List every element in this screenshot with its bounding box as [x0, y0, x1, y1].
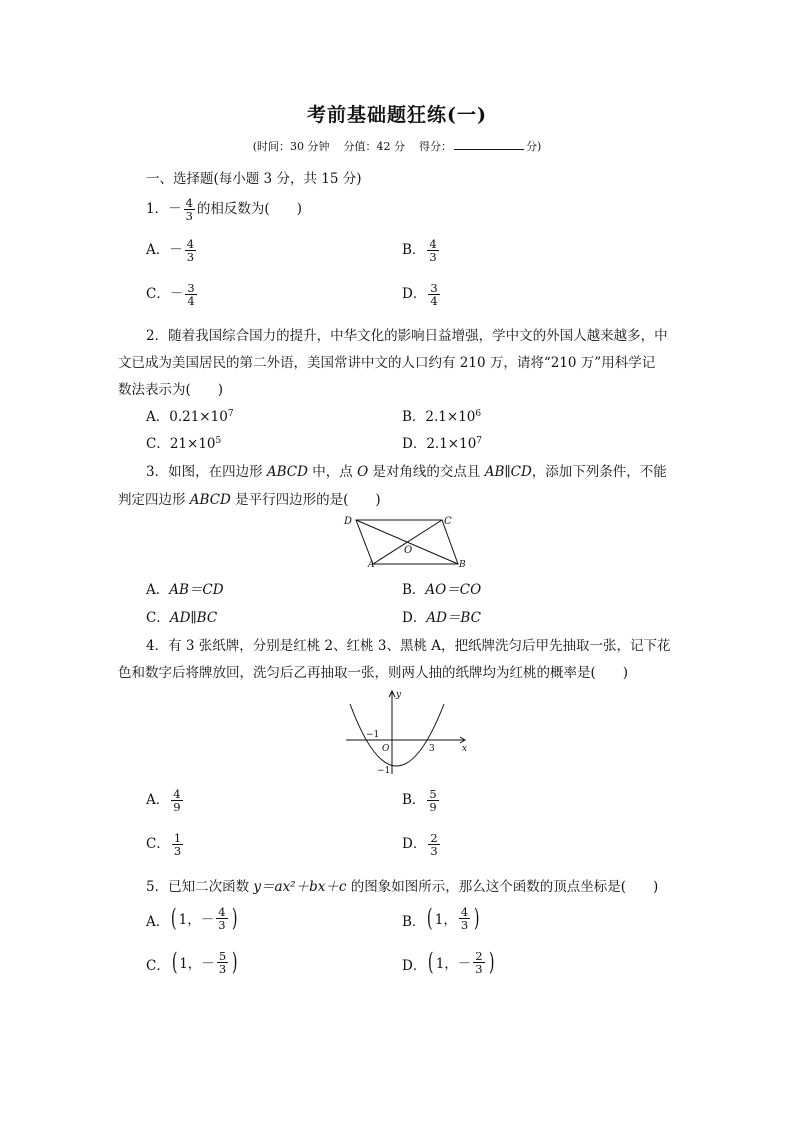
x-3-label: 3 — [429, 744, 435, 754]
exam-info — [0, 138, 794, 154]
q4-option-a[interactable]: A． $\frac{4}{9}$ — [146, 787, 181, 814]
q5-option-d[interactable]: D． ( 1， － $\frac{2}{3}$ ) — [402, 948, 495, 976]
q2-option-c[interactable]: C．$21\times 10^5$ — [146, 436, 222, 452]
q4-line-1: 4．有 3 张纸牌，分别是红桃 2、红桃 3、黑桃 A，把纸牌洗匀后甲先抽取一张，记下花 — [146, 638, 671, 654]
q2-line-1: 2．随着我国综合国力的提升，中华文化的影响日益增强，学中文的外国人越来越多，中 — [146, 328, 668, 344]
label-c: C — [444, 516, 452, 527]
q5-option-a[interactable]: A． ( 1， － $\frac{4}{3}$ ) — [146, 904, 238, 932]
page-title: 考前基础题狂练(一) — [307, 104, 487, 126]
time-label: (时间：30 分钟 — [252, 140, 330, 153]
q2-option-a[interactable]: A．$0.21\times 10^7$ — [146, 409, 234, 425]
q1-number: 1． — [146, 201, 169, 217]
q3-line-1: 3．如图，在四边形 ABCD 中，点 O 是对角线的交点且 AB∥CD，添加下列条件，不能 — [146, 464, 667, 480]
y-neg1-label: −1 — [377, 766, 391, 776]
q2-line-3: 数法表示为( ) — [118, 382, 224, 398]
label-b: B — [459, 560, 466, 570]
q4-option-c[interactable]: C． $\frac{1}{3}$ — [146, 831, 182, 858]
q1-fraction: $\frac{4}{3}$ — [185, 196, 193, 223]
q5-stem: 5．已知二次函数 y＝ax²＋bx＋c 的图象如图所示，那么这个函数的顶点坐标是( ) — [146, 879, 659, 895]
q4-option-d[interactable]: D． $\frac{2}{3}$ — [402, 831, 438, 858]
label-d: D — [344, 516, 353, 527]
q4-option-b[interactable]: B． $\frac{5}{9}$ — [402, 787, 437, 814]
q3-option-a[interactable]: A．AB＝CD — [146, 582, 224, 598]
got-suffix: 分) — [526, 140, 542, 153]
q2-line-2: 文已成为美国居民的第二外语，美国常讲中文的人口约有 210 万，请将“210 万”用科学记 — [118, 355, 656, 371]
got-label: 得分： — [419, 140, 452, 153]
q5-option-b[interactable]: B． ( 1， $\frac{4}{3}$ ) — [402, 904, 480, 932]
x-label: x — [462, 744, 468, 754]
section-heading: 一、选择题(每小题 3 分，共 15 分) — [146, 171, 362, 187]
diagonal-ca — [373, 520, 442, 564]
q3-line-2: 判定四边形 ABCD 是平行四边形的是( ) — [118, 492, 381, 508]
q1-option-d[interactable]: D． $\frac{3}{4}$ — [402, 281, 438, 308]
q3-parallelogram-figure — [340, 512, 470, 570]
origin-label: O — [382, 744, 390, 754]
q3-option-d[interactable]: D．AD＝BC — [402, 610, 481, 626]
q3-option-c[interactable]: C．AD∥BC — [146, 610, 218, 626]
q4-line-2: 色和数字后将牌放回，洗匀后乙再抽取一张，则两人抽的纸牌均为红桃的概率是( ) — [118, 665, 629, 681]
q3-option-b[interactable]: B．AO＝CO — [402, 582, 482, 598]
label-a: A — [368, 560, 375, 570]
score-label: 分值：42 分 — [343, 140, 405, 153]
parabola-curve — [350, 704, 444, 766]
q4-parabola-figure — [340, 688, 475, 778]
x-neg1-label: −1 — [366, 730, 380, 740]
q1-option-b[interactable]: B． $\frac{4}{3}$ — [402, 237, 437, 264]
question-1 — [146, 197, 302, 222]
q1-option-c[interactable]: C．－ $\frac{3}{4}$ — [146, 281, 195, 308]
y-label: y — [396, 690, 402, 700]
q2-option-d[interactable]: D．$2.1\times 10^7$ — [402, 436, 483, 452]
q1-stem: 的相反数为( ) — [196, 201, 302, 217]
q2-option-b[interactable]: B．$2.1\times 10^6$ — [402, 409, 482, 425]
label-o: O — [404, 545, 413, 556]
q1-option-a[interactable]: A．－ $\frac{4}{3}$ — [146, 237, 195, 264]
q5-option-c[interactable]: C． ( 1， － $\frac{5}{3}$ ) — [146, 948, 238, 976]
q1-sign: － — [168, 201, 182, 217]
score-blank[interactable] — [454, 139, 524, 150]
